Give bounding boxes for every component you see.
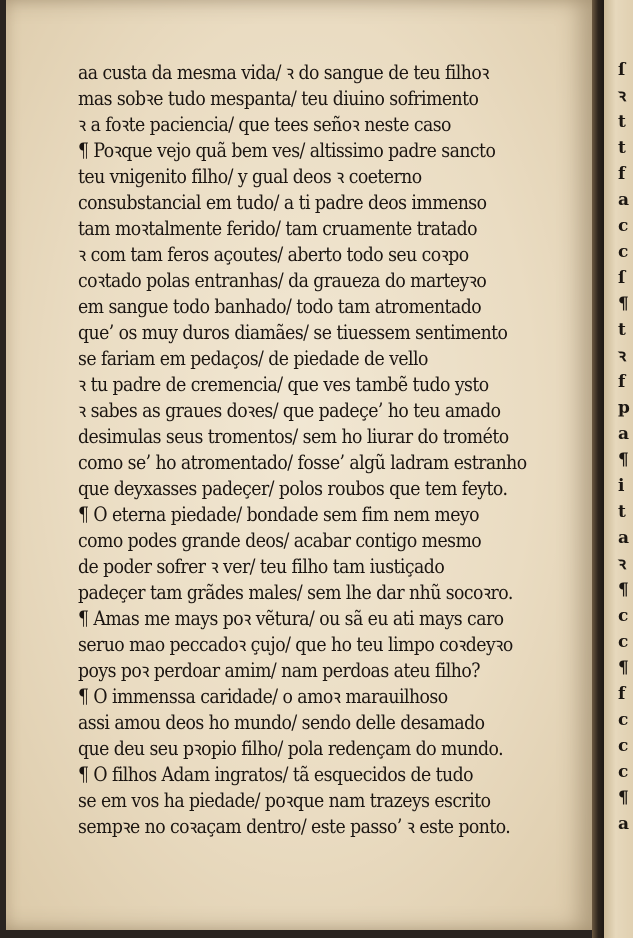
text-line: ¶ Poꝛque vejo quã bem ves/ altissimo padre sancto [78, 139, 496, 162]
edge-glyph: t [618, 112, 626, 132]
edge-glyph: i [618, 476, 625, 496]
text-line: sempꝛe no coꝛaçam dentro/ este passo’ ꝛ este ponto. [78, 815, 511, 838]
edge-glyph: ¶ [618, 580, 629, 600]
text-line: ꝛ tu padre de cremencia/ que ves tambẽ tudo ysto [78, 373, 489, 396]
text-line: se em vos ha piedade/ poꝛque nam trazeys escrito [78, 789, 491, 812]
edge-glyph: f [618, 372, 626, 392]
edge-glyph: ¶ [618, 294, 629, 314]
text-line: que deyxasses padeçer/ polos roubos que tem feyto. [78, 477, 508, 500]
edge-glyph: ſ [618, 60, 626, 80]
text-line: aa custa da mesma vida/ ꝛ do sangue de teu filhoꝛ [78, 61, 489, 84]
text-line: em sangue todo banhado/ todo tam atromentado [78, 295, 482, 318]
edge-glyph: c [618, 632, 629, 652]
edge-glyph: a [618, 814, 630, 834]
text-line: seruo mao peccadoꝛ çujo/ que ho teu limpo coꝛdeyꝛo [78, 633, 513, 656]
edge-glyph: t [618, 502, 626, 522]
text-line: assi amou deos ho mundo/ sendo delle desamado [78, 711, 485, 734]
edge-glyph: t [618, 320, 626, 340]
text-line: que deu seu pꝛopio filho/ pola redençam do mundo. [78, 737, 504, 760]
edge-glyph: c [618, 242, 629, 262]
edge-glyph: c [618, 736, 629, 756]
edge-glyph: f [618, 684, 626, 704]
adjacent-page-glyphs [604, 57, 633, 837]
edge-glyph: ¶ [618, 788, 629, 808]
text-line: poys poꝛ perdoar amim/ nam perdoas ateu filho? [78, 659, 480, 682]
text-line: mas sobꝛe tudo mespanta/ teu diuino sofrimento [78, 87, 479, 110]
text-line: se fariam em pedaços/ de piedade de vello [78, 347, 428, 370]
edge-glyph: a [618, 528, 630, 548]
text-line: consubstancial em tudo/ a ti padre deos immenso [78, 191, 487, 214]
edge-glyph: c [618, 710, 629, 730]
text-line: coꝛtado polas entranhas/ da graueza do marteyꝛo [78, 269, 487, 292]
edge-glyph: ꝛ [618, 554, 627, 574]
text-line: ꝛ sabes as graues doꝛes/ que padeçe’ ho teu amado [78, 399, 501, 422]
edge-glyph: ꝛ [618, 346, 627, 366]
edge-glyph: ſ [618, 268, 626, 288]
text-line: como podes grande deos/ acabar contigo mesmo [78, 529, 482, 552]
edge-glyph: a [618, 424, 630, 444]
text-line: que’ os muy duros diamães/ se tiuessem sentimento [78, 321, 508, 344]
text-line: de poder sofrer ꝛ ver/ teu filho tam iustiçado [78, 555, 445, 578]
edge-glyph: a [618, 190, 630, 210]
text-line: teu vnigenito filho/ y gual deos ꝛ coeterno [78, 165, 422, 188]
edge-glyph: c [618, 216, 629, 236]
edge-glyph: ¶ [618, 658, 629, 678]
edge-glyph: ¶ [618, 450, 629, 470]
adjacent-page-edge [604, 0, 633, 938]
text-line: ¶ O immenssa caridade/ o amoꝛ marauilhoso [78, 685, 448, 708]
page-text-block [78, 60, 608, 840]
book-page [6, 0, 598, 930]
text-line: ¶ Amas me mays poꝛ vẽtura/ ou sã eu ati mays caro [78, 607, 504, 630]
edge-glyph: c [618, 606, 629, 626]
text-line: ꝛ com tam feros açoutes/ aberto todo seu coꝛpo [78, 243, 469, 266]
text-line: tam moꝛtalmente ferido/ tam cruamente tratado [78, 217, 478, 240]
edge-glyph: f [618, 164, 626, 184]
edge-glyph: t [618, 138, 626, 158]
text-line: desimulas seus tromentos/ sem ho liurar do trométo [78, 425, 509, 448]
edge-glyph: c [618, 762, 629, 782]
text-line: ¶ O filhos Adam ingratos/ tã esquecidos de tudo [78, 763, 473, 786]
text-line: ¶ O eterna piedade/ bondade sem fim nem meyo [78, 503, 480, 526]
edge-glyph: ꝛ [618, 86, 627, 106]
text-line: ꝛ a foꝛte paciencia/ que tees señoꝛ neste caso [78, 113, 451, 136]
edge-glyph: p [618, 398, 630, 418]
text-line: padeçer tam grãdes males/ sem lhe dar nhũ socoꝛro. [78, 581, 513, 604]
text-line: como se’ ho atromentado/ fosse’ algũ ladram estranho [78, 451, 527, 474]
